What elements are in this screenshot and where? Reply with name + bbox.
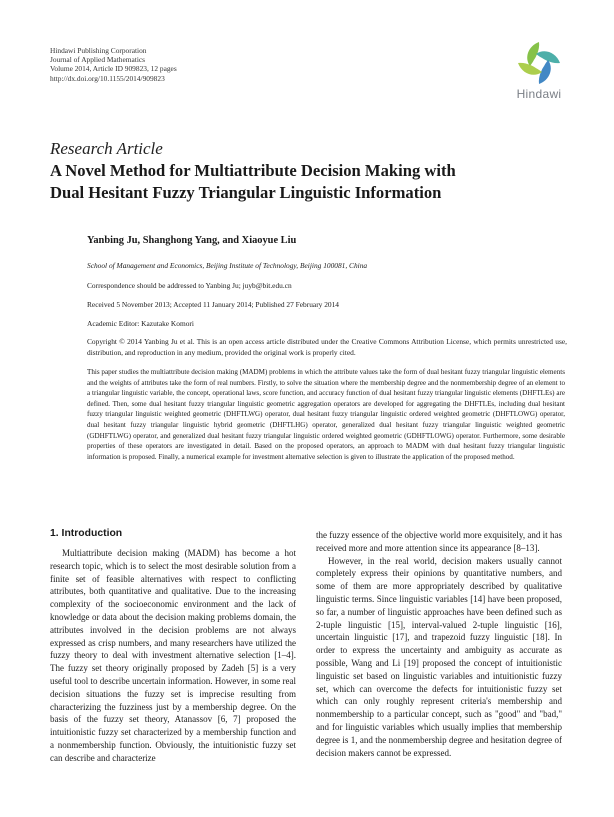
journal-name: Journal of Applied Mathematics xyxy=(50,55,146,65)
paragraph: the fuzzy essence of the objective world more exquisitely, and it has received more and more attention since its appearance [8–13]. xyxy=(316,530,562,553)
paragraph: However, in the real world, decision makers usually cannot completely express their opinions by quantitative numbers, and some of them are more appropriately described by qualitative linguistic terms. Since linguistic variables [14] have been proposed, so far, a number of linguistic approaches have been defined such as 2-tuple linguistic [15], interval-valued 2-tuple linguistic [16], uncertain linguistic [17], and trapezoid fuzzy linguistic [18]. In order to express the uncertainty and ambiguity as accurate as possible, Wang and Li [19] proposed the concept of intuitionistic linguistic set based on linguistic variables and intuitionistic fuzzy set, which can overcome the defects for intuitionistic fuzzy set which can only roughly represent criteria's membership and nonmembership to a particular concept, such as "good" and "bad," and for linguistic variables which usually implies that membership degree is 1, and the nonmembership degree and hesitation degree of decision makers cannot be expressed. xyxy=(316,555,562,758)
abstract: This paper studies the multiattribute decision making (MADM) problems in which the attribute values take the form of dual hesitant fuzzy triangular linguistic elements and the weights of attributes take the form of real numbers. Firstly, to solve the situation where the membership degree and the nonmembership degree of an element to a triangular linguistic variable, the concept, operational laws, score function, and accuracy function of dual hesitant fuzzy triangular linguistic elements (DHFTLEs) are defined. Then, some dual hesitant fuzzy triangular linguistic geometric aggregation operators are developed for aggregating the DHFTLEs, including dual hesitant fuzzy triangular linguistic weighted geometric (DHFTLWG) operator, dual hesitant fuzzy triangular linguistic ordered weighted geometric (DHFTLOWG) operator, dual hesitant fuzzy triangular linguistic hybrid geometric (DHFTLHG) operator, generalized dual hesitant fuzzy triangular linguistic weighted geometric (GDHFTLWG) operator, and generalized dual hesitant fuzzy triangular linguistic ordered weighted geometric (GDHFTLOWG) operator. Furthermore, some desirable properties of these operators are investigated in detail. Based on the proposed operators, an approach to MADM with dual hesitant fuzzy triangular linguistic information is proposed. Finally, a numerical example for investment alternative selection is given to illustrate the application of the proposed method. xyxy=(87,368,565,461)
title-line-1: A Novel Method for Multiattribute Decision Making with xyxy=(50,161,456,180)
section-heading: 1. Introduction xyxy=(50,528,123,539)
hindawi-logo-text: Hindawi xyxy=(516,87,562,101)
article-type: Research Article xyxy=(50,139,163,158)
doi-link[interactable]: http://dx.doi.org/10.1155/2014/909823 xyxy=(50,73,165,83)
paragraph: Multiattribute decision making (MADM) has become a hot research topic, which is to select the most desirable solution from a finite set of feasible alternatives with respect to conflicting attributes, both quantitative and qualitative. Due to the increasing complexity of the socioeconomic environment and the lack of knowledge or data about the decision making problems domain, the attributes involved in the decision problems are not always expressed as crisp numbers, and many researchers have utilized the fuzzy theory to deal with investment alternative selection [1–4]. The fuzzy set theory originally proposed by Zadeh [5] is a very useful tool to describe uncertain information. However, in some real decision situations the fuzzy set is imprecise resulting from characterizing the fuzziness just by a membership degree. On the basis of the fuzzy set theory, Atanassov [6, 7] proposed the intuitionistic fuzzy set characterized by a membership function and a nonmembership function. Obviously, the intuitionistic fuzzy set can describe and characterize xyxy=(50,548,296,763)
hindawi-logo-icon xyxy=(516,40,562,86)
copyright-notice: Copyright © 2014 Yanbing Ju et al. This is an open access article distributed under the Creative Commons Attribution License, which permits unrestricted use, distribution, and reproduction in any medium, provided the original work is properly cited. xyxy=(87,337,567,357)
paper-title xyxy=(50,160,570,204)
affiliation: School of Management and Economics, Beijing Institute of Technology, Beijing 100081, China xyxy=(87,261,368,270)
volume-line: Volume 2014, Article ID 909823, 12 pages xyxy=(50,64,177,74)
journal-meta xyxy=(50,46,177,83)
authors: Yanbing Ju, Shanghong Yang, and Xiaoyue Liu xyxy=(87,235,297,246)
left-column xyxy=(50,547,296,765)
title-line-2: Dual Hesitant Fuzzy Triangular Linguistic Information xyxy=(50,183,442,202)
right-column xyxy=(316,529,562,759)
publisher-line: Hindawi Publishing Corporation xyxy=(50,46,147,55)
hindawi-logo xyxy=(509,40,569,101)
academic-editor: Academic Editor: Kazutake Komori xyxy=(87,319,194,328)
correspondence: Correspondence should be addressed to Yanbing Ju; juyb@bit.edu.cn xyxy=(87,281,292,290)
publication-dates: Received 5 November 2013; Accepted 11 January 2014; Published 27 February 2014 xyxy=(87,300,339,309)
